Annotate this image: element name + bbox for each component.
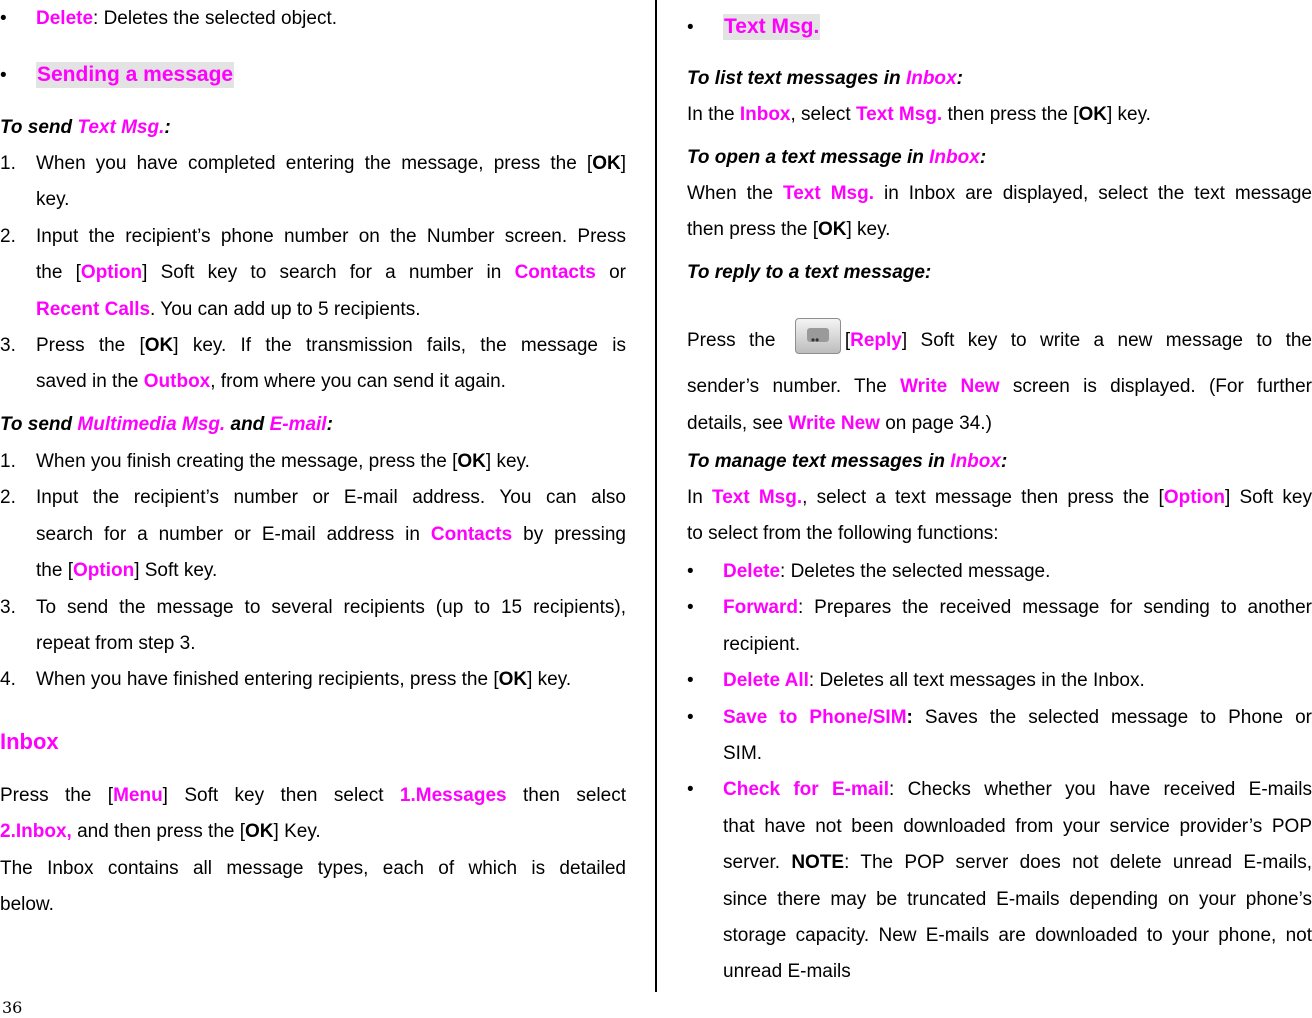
list-body: In the Inbox, select Text Msg. then press the [OK] key.: [687, 104, 1151, 125]
paragraph-line: When the Text Msg. in Inbox are displayed, select the text message: [687, 183, 1312, 204]
step-item: 1. When you have completed entering the message, press the [OK]: [0, 153, 626, 174]
reply-body: [687, 318, 1312, 442]
step-item: 3. Press the [OK] key. If the transmission fails, the message is: [0, 335, 626, 357]
function-check-email-cont: server. NOTE: The POP server does not delete unread E-mails,: [723, 852, 1312, 874]
paragraph-line: then press the [OK] key.: [687, 219, 891, 241]
manage-body: [687, 480, 1312, 553]
paragraph-line: Press the [Menu] Soft key then select 1.Messages then select: [0, 785, 626, 806]
function-check-email-cont: since there may be truncated E-mails depending on your phone’s: [723, 888, 1312, 910]
heading-text-msg: • Text Msg.: [687, 10, 1312, 46]
paragraph-line: details, see Write New on page 34.): [687, 412, 992, 434]
heading-sending-message: • Sending a message: [0, 58, 662, 94]
function-check-email-cont: that have not been downloaded from your service provider’s POP: [723, 815, 1312, 837]
function-check-email-cont: storage capacity. New E-mails are downloaded to your phone, not: [723, 925, 1312, 947]
subheading-send-text: To send Text Msg.:: [0, 117, 171, 138]
function-delete: • Delete: Deletes the selected message.: [687, 554, 1312, 590]
page-number: 36: [2, 998, 23, 1017]
subheading-manage: To manage text messages in Inbox:: [687, 451, 1008, 472]
paragraph-line: sender’s number. The Write New screen is displayed. (For further: [687, 376, 1312, 398]
function-list: [687, 554, 1312, 991]
step-item-cont: saved in the Outbox, from where you can send it again.: [36, 371, 506, 393]
step-item-cont: the [Option] Soft key.: [36, 560, 218, 582]
step-item: 3. To send the message to several recipients (up to 15 recipients),: [0, 596, 626, 618]
paragraph-line: 2.Inbox, and then press the [OK] Key.: [0, 821, 321, 843]
paragraph-line: Press the •• [Reply] Soft key to write a new message to the: [687, 318, 1312, 359]
step-item-cont: repeat from step 3.: [36, 633, 196, 655]
step-item: 4. When you have finished entering recipients, press the [OK] key.: [0, 669, 572, 691]
steps-send-text: [0, 146, 626, 401]
paragraph-line: below.: [0, 894, 54, 916]
column-divider: [655, 0, 657, 992]
section-title-inbox: Inbox: [0, 729, 59, 754]
open-body: [687, 176, 1312, 249]
subheading-send-multimedia: To send Multimedia Msg. and E-mail:: [0, 414, 333, 435]
function-check-email-cont: unread E-mails: [723, 961, 851, 983]
subheading-reply: To reply to a text message:: [687, 262, 932, 283]
bullet-delete: • Delete: Deletes the selected object.: [0, 1, 662, 37]
paragraph-line: The Inbox contains all message types, each of which is detailed: [0, 857, 626, 879]
paragraph-line: In Text Msg., select a text message then press the [Option] Soft key: [687, 487, 1312, 508]
step-item: 1. When you finish creating the message, press the [OK] key.: [0, 451, 530, 472]
step-item-cont: the [Option] Soft key to search for a number in Contacts or: [36, 262, 626, 284]
paragraph-line: to select from the following functions:: [687, 523, 999, 545]
subheading-open: To open a text message in Inbox:: [687, 147, 987, 168]
step-item-cont: key.: [36, 189, 70, 211]
function-forward: • Forward: Prepares the received message for sending to another: [687, 590, 1312, 626]
step-item-cont: search for a number or E-mail address in Contacts by pressing: [36, 523, 626, 545]
function-check-email: • Check for E-mail: Checks whether you have received E-mails: [687, 772, 1312, 808]
function-delete-all: • Delete All: Deletes all text messages in the Inbox.: [687, 663, 1312, 699]
function-forward-cont: recipient.: [723, 633, 801, 655]
subheading-list: To list text messages in Inbox:: [687, 68, 963, 89]
inbox-intro: [0, 778, 626, 924]
step-item: 2. Input the recipient’s number or E-mail address. You can also: [0, 487, 626, 509]
reply-softkey-icon: [795, 318, 841, 354]
function-save-cont: SIM.: [723, 743, 763, 765]
function-save: • Save to Phone/SIM: Saves the selected message to Phone or: [687, 700, 1312, 736]
step-item-cont: Recent Calls. You can add up to 5 recipients.: [36, 298, 421, 320]
steps-send-multimedia: [0, 444, 626, 699]
step-item: 2. Input the recipient’s phone number on the Number screen. Press: [0, 225, 626, 247]
